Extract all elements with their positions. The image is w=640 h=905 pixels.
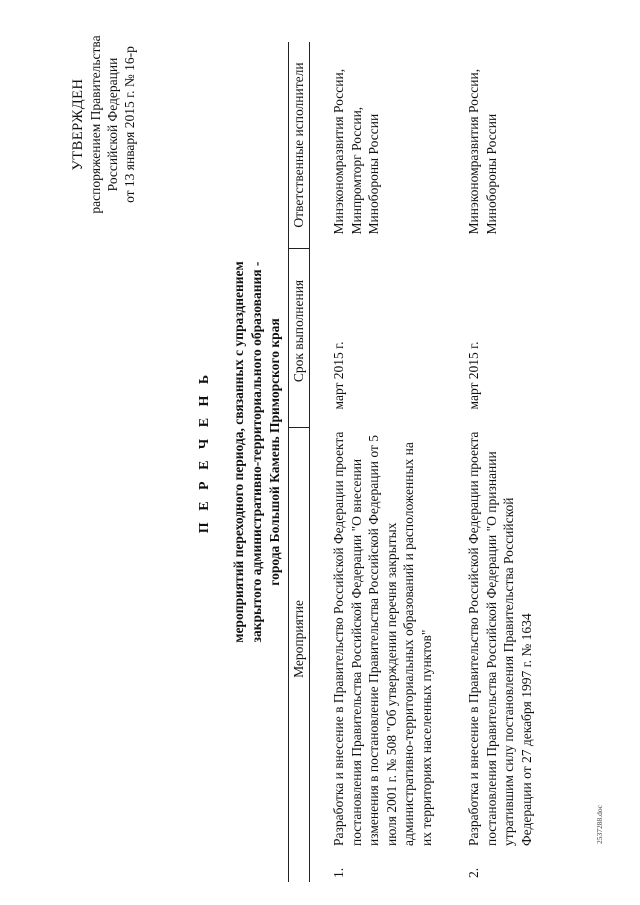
- table-row: [310, 42, 446, 882]
- row-event: Разработка и внесение в Правительство Российской Федерации проекта постановления Правительства Российской Федерации "О внесении изменения в постановление Правительства Российской Федерации от 5 июля 2001 г. № 508 "Об утверждении перечня закрытых административно-территориальных образований и расположенных на их территориях населенных пунктов": [331, 431, 434, 846]
- document-file-id: 2537288.doc: [595, 805, 604, 844]
- approval-title: УТВЕРЖДЕН: [70, 78, 86, 171]
- document-subtitle: закрытого административно-территориального образования -: [249, 261, 264, 643]
- table-row: [445, 42, 545, 882]
- header-executors: Ответственные исполнители: [289, 42, 310, 249]
- executor: Минпромторг России,: [348, 106, 364, 235]
- row-deadline: март 2015 г.: [331, 341, 346, 410]
- measures-table: [288, 42, 545, 882]
- table-header-row: [289, 42, 310, 882]
- row-executors: [310, 42, 446, 249]
- executor: Минэкономразвития России,: [466, 68, 481, 235]
- row-number: 1.: [331, 867, 346, 878]
- header-num: [289, 850, 310, 882]
- executor: Минобороны России: [366, 113, 381, 235]
- row-event: Разработка и внесение в Правительство Российской Федерации проекта постановления Правительства Российской Федерации "О признании утратившим силу постановления Правительства Российской Федерации от 27 декабря 1997 г. № 1634: [466, 431, 534, 846]
- document-title: П Е Р Е Ч Е Н Ь: [197, 370, 212, 534]
- header-deadline: Срок выполнения: [289, 249, 310, 428]
- header-event: Мероприятие: [289, 428, 310, 851]
- document-subtitle: города Большой Камень Приморского края: [267, 318, 282, 586]
- rotated-content: [0, 2, 640, 902]
- row-deadline: март 2015 г.: [466, 341, 481, 410]
- document-heading: [196, 152, 284, 752]
- row-executors: [445, 42, 545, 249]
- executor: Минэкономразвития России,: [331, 68, 346, 235]
- row-number: 2.: [466, 867, 481, 878]
- approval-line: Российской Федерации: [105, 57, 120, 192]
- document-subtitle: мероприятий переходного периода, связанных с упразднением: [231, 261, 246, 643]
- approval-line: от 13 января 2015 г. № 16-р: [122, 46, 137, 203]
- executor: Минобороны России: [483, 113, 499, 235]
- approval-stamp: [70, 12, 138, 237]
- approval-line: распоряжением Правительства: [88, 35, 103, 214]
